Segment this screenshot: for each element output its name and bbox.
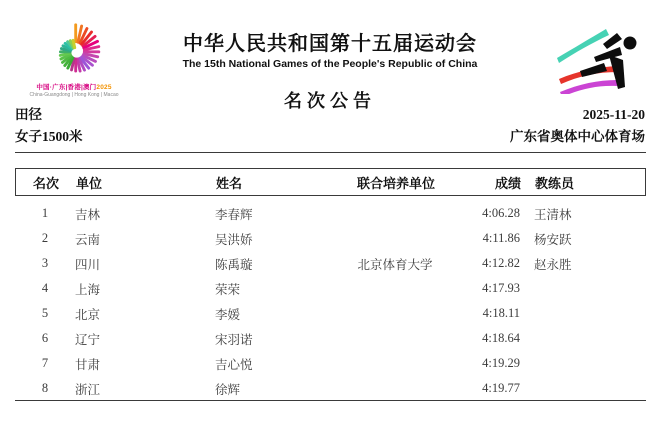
logo-host-cities-en-label: China-Guangdong | Hong Kong | Macao [29,92,119,98]
unit-cell: 云南 [75,232,101,247]
unit-cell: 辽宁 [75,332,101,347]
header-divider [15,152,646,153]
col-header-joint-training-unit: 联合培养单位 [356,175,435,191]
result-cell: 4:18.11 [482,306,520,320]
table-row [15,226,644,251]
table-row [15,201,644,226]
athlete-name-cell: 宋羽诺 [215,332,253,347]
col-header-result: 成绩 [494,175,521,191]
athlete-name-cell: 吉心悦 [215,357,253,372]
logo-host-cities-label: 中国·广东|香港|澳门2025 [36,84,112,91]
coach-cell: 杨安跃 [534,232,572,247]
athlete-name-cell: 徐辉 [215,382,241,397]
event-meta-right [510,104,645,148]
announcement-title: 名次公告 [284,91,376,111]
col-header-coach: 教练员 [535,175,575,191]
title-block [110,32,550,113]
coach-cell: 王清林 [534,207,572,222]
venue-label: 广东省奥体中心体育场 [510,129,645,144]
rank-cell: 3 [41,256,49,270]
rank-cell: 6 [41,331,49,345]
footer-divider [15,400,646,401]
games-title-cn: 中华人民共和国第十五届运动会 [183,33,477,55]
rank-cell: 8 [41,381,49,395]
table-row [15,276,644,301]
rank-cell: 7 [41,356,49,370]
result-cell: 4:06.28 [482,206,520,220]
result-cell: 4:17.93 [482,281,520,295]
unit-cell: 甘肃 [75,357,101,372]
athlete-name-cell: 李媛 [215,307,241,322]
result-cell: 4:19.29 [482,356,520,370]
col-header-unit: 单位 [76,175,103,191]
results-table-body [15,196,644,401]
rank-cell: 1 [41,206,49,220]
date-label: 2025-11-20 [582,107,645,122]
result-cell: 4:11.86 [482,231,520,245]
pinwheel-logo-icon [31,18,117,84]
athletics-pictogram-icon [554,16,646,94]
unit-cell: 吉林 [75,207,101,222]
joint-training-unit-cell: 北京体育大学 [357,257,433,272]
table-row [15,376,644,401]
results-table-header [15,168,646,196]
athlete-name-cell: 吴洪娇 [215,232,253,247]
col-header-name: 姓名 [216,175,243,191]
coach-cell: 赵永胜 [534,257,572,272]
result-cell: 4:18.64 [482,331,520,345]
athlete-name-cell: 荣荣 [215,282,241,297]
logo-year-label: 2025 [96,84,112,91]
result-cell: 4:19.77 [482,381,520,395]
table-row [15,326,644,351]
rank-cell: 4 [41,281,49,295]
unit-cell: 浙江 [75,382,101,397]
athlete-name-cell: 陈禹璇 [215,257,253,272]
rank-cell: 2 [41,231,49,245]
games-title-en: The 15th National Games of the People's Republic of China [182,58,478,70]
event-label: 女子1500米 [15,129,83,144]
unit-cell: 北京 [75,307,101,322]
table-row [15,351,644,376]
unit-cell: 上海 [75,282,101,297]
table-row [15,301,644,326]
rank-cell: 5 [41,306,49,320]
unit-cell: 四川 [75,257,101,272]
sport-label: 田径 [15,107,42,122]
athlete-name-cell: 李春辉 [215,207,253,222]
result-cell: 4:12.82 [482,256,520,270]
table-row [15,251,644,276]
col-header-rank: 名次 [32,175,59,191]
event-meta-left [15,104,83,148]
